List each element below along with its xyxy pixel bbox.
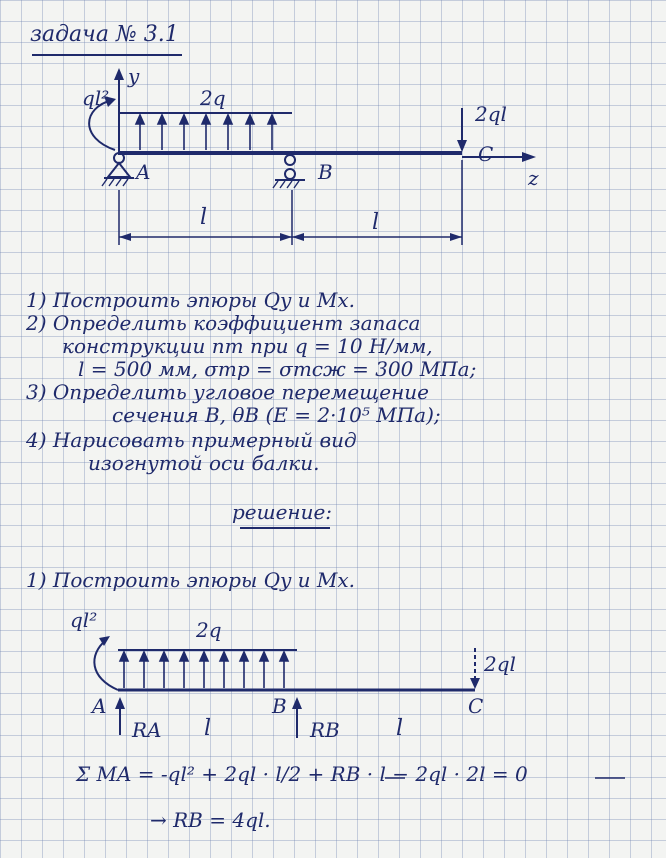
task-4-line-2: изогнутой оси балки. <box>88 451 320 475</box>
point-c-label: C <box>478 142 494 166</box>
task-3-line-1: 3) Определить угловое перемещение <box>26 380 430 404</box>
task-2-line-2: конструкции nт при q = 10 Н/мм, <box>62 334 433 358</box>
y-axis-label: y <box>128 64 140 88</box>
span-1-label: l <box>200 205 208 230</box>
span-1-label-2: l <box>204 716 212 741</box>
moment-label: ql² <box>82 86 110 110</box>
point-force-label: 2ql <box>475 102 507 126</box>
problem-title: задача № 3.1 <box>30 22 179 47</box>
point-b-label-2: B <box>272 694 287 718</box>
task-2-line-1: 2) Определить коэффициент запаса <box>26 311 421 335</box>
moment-label-2: ql² <box>70 608 98 632</box>
span-2-label: l <box>372 210 380 235</box>
task-3-line-2: сечения B, θB (E = 2·10⁵ МПа); <box>112 403 441 427</box>
task-2-line-3: l = 500 мм, σтр = σтсж = 300 МПа; <box>78 357 477 381</box>
reaction-b-label: RB <box>310 718 340 742</box>
span-2-label-2: l <box>396 716 404 741</box>
point-force-label-2: 2ql <box>484 652 516 676</box>
task-4-line-1: 4) Нарисовать примерный вид <box>26 428 357 452</box>
distributed-load-label: 2q <box>200 86 226 110</box>
z-axis-label: z <box>528 166 539 190</box>
solution-heading: решение: <box>232 500 333 524</box>
reaction-result: → RB = 4ql. <box>150 808 271 832</box>
solution-step-1: 1) Построить эпюры Qy и Mx. <box>26 568 356 592</box>
point-a-label-2: A <box>92 694 107 718</box>
task-1: 1) Построить эпюры Qy и Mx. <box>26 288 356 312</box>
moment-equation: Σ MA = -ql² + 2ql · l/2 + RB · l − 2ql · 2l = 0 <box>76 762 528 786</box>
point-c-label-2: C <box>468 694 484 718</box>
reaction-a-label: RA <box>132 718 162 742</box>
distributed-load-label-2: 2q <box>196 618 222 642</box>
point-a-label: A <box>136 160 151 184</box>
point-b-label: B <box>318 160 333 184</box>
